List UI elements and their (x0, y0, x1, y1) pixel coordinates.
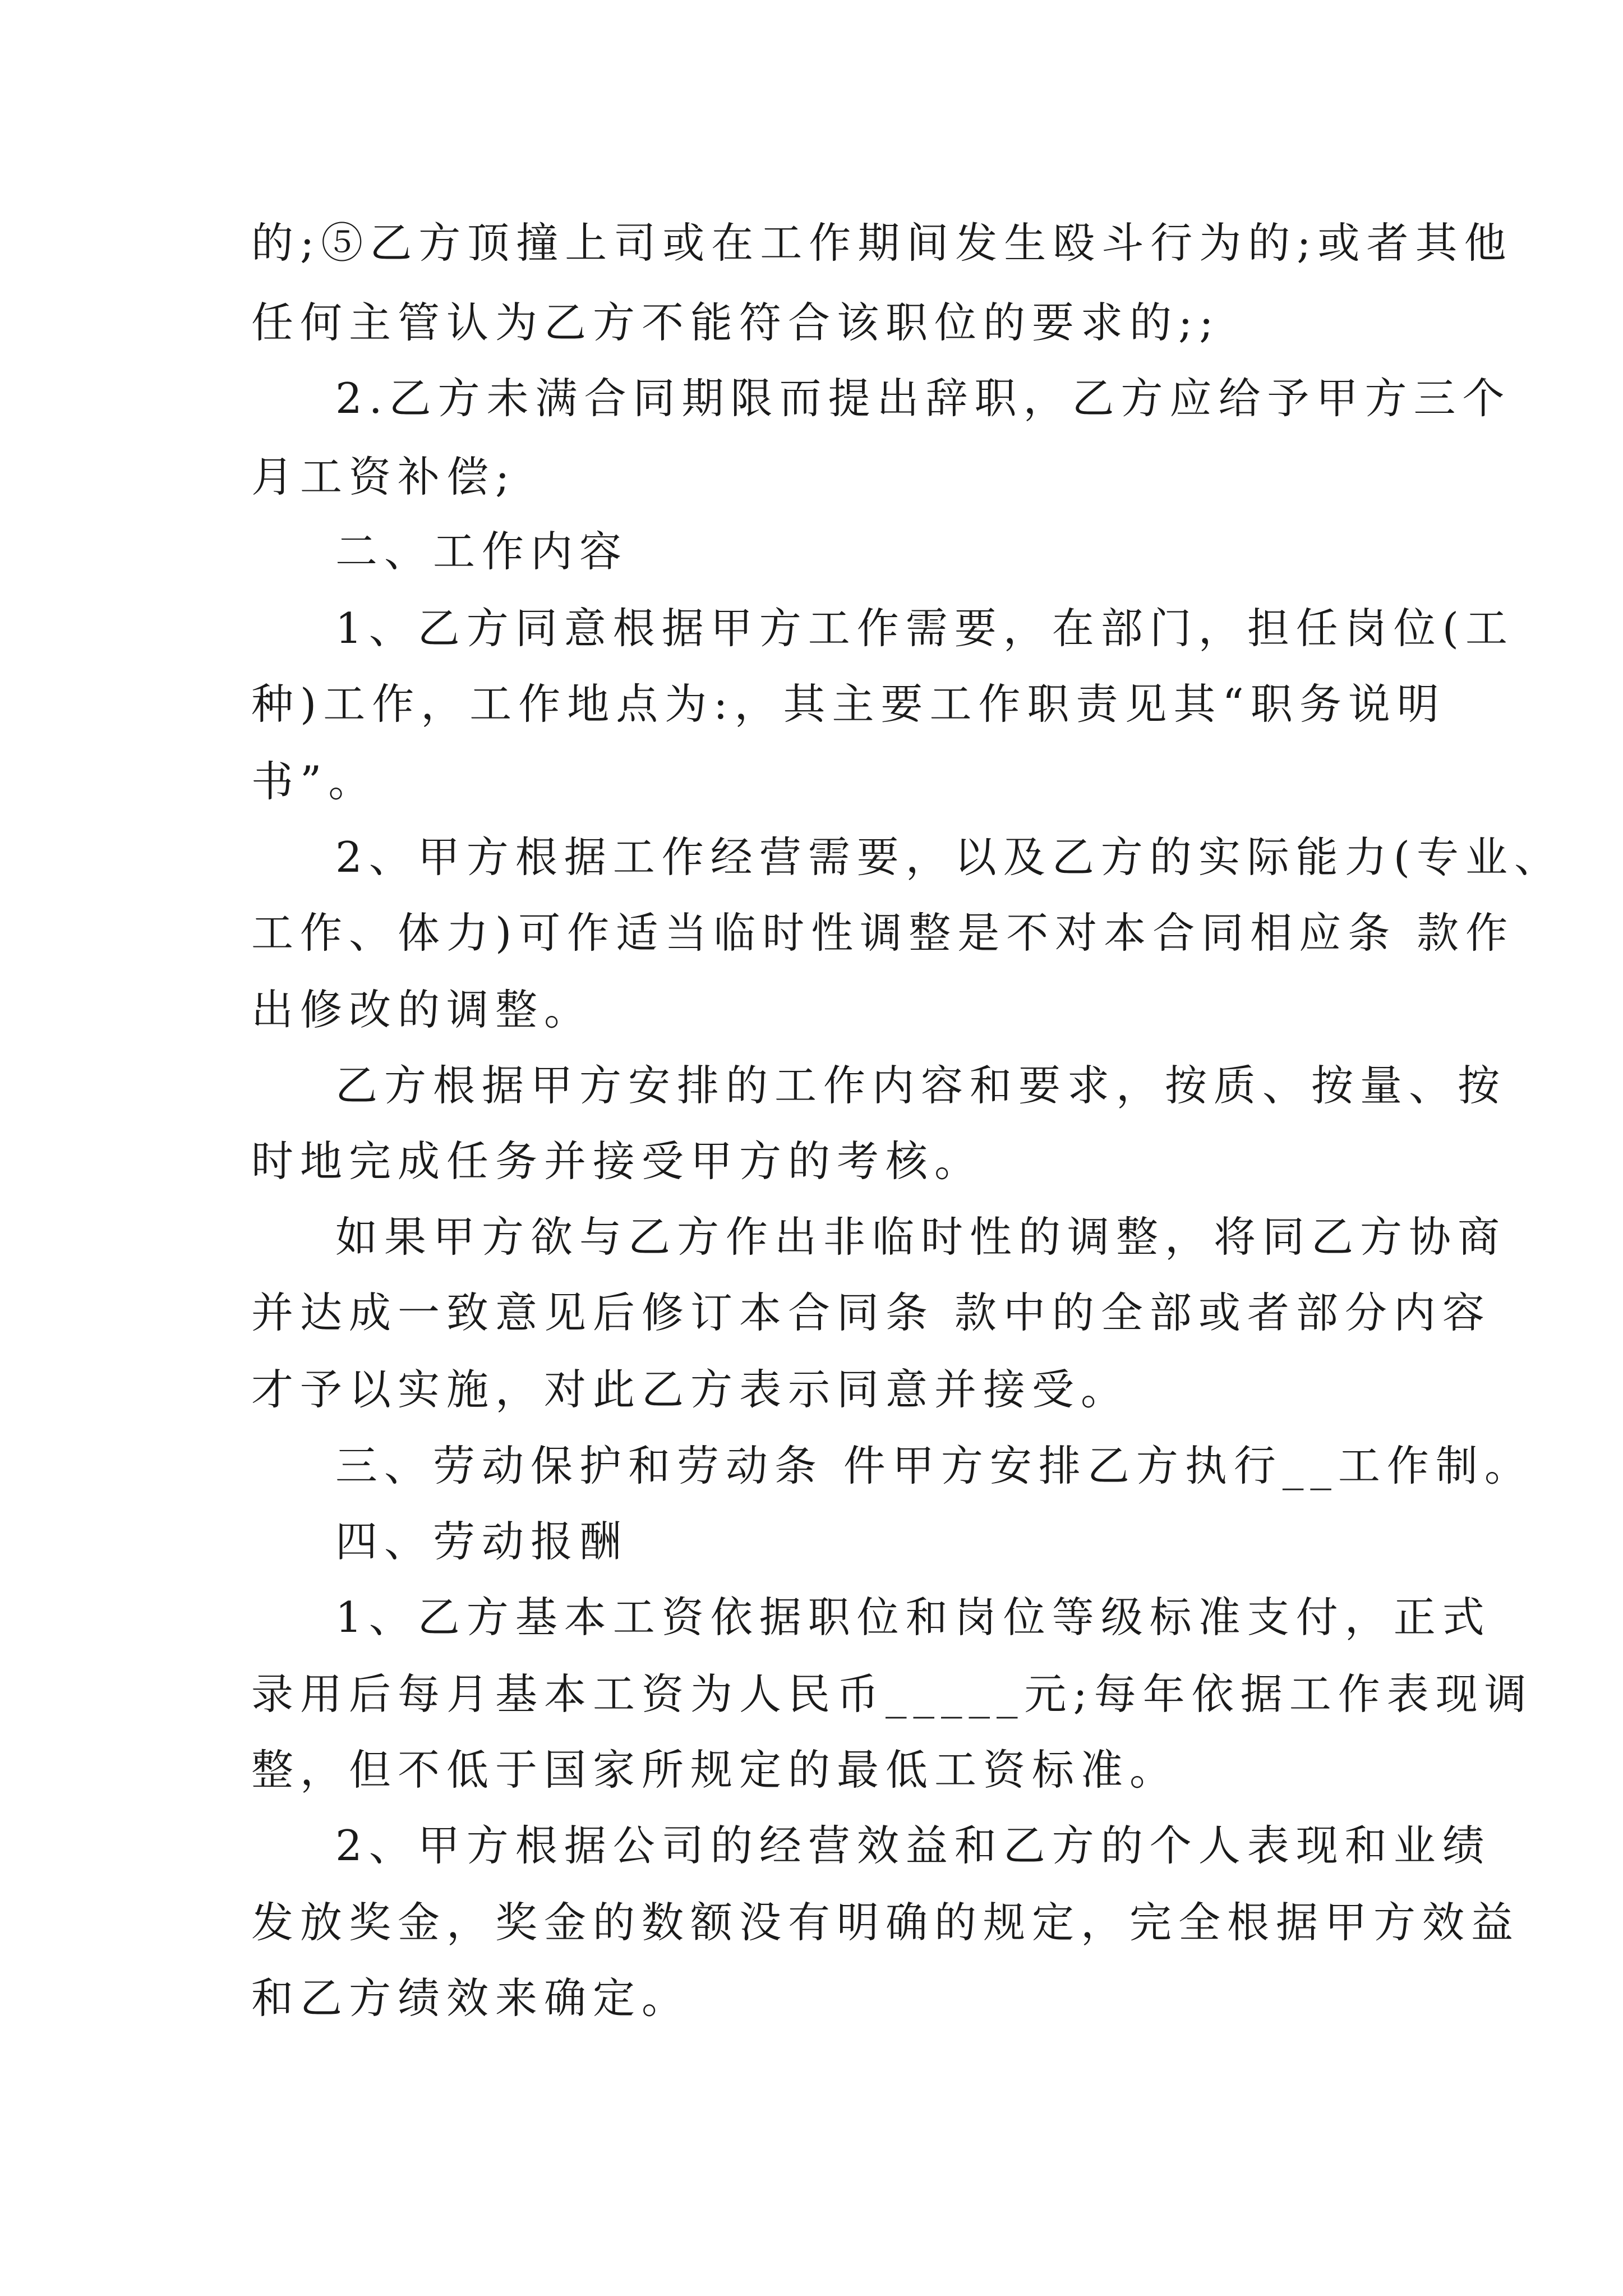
text-line-16: 才予以实施，对此乙方表示同意并接受。 (251, 1365, 1130, 1414)
text-line-20: 录用后每月基本工资为人民币_____元;每年依据工作表现调 (251, 1669, 1533, 1719)
text-line-12: 乙方根据甲方安排的工作内容和要求，按质、按量、按 (335, 1061, 1507, 1110)
text-line-10: 工作、体力)可作适当临时性调整是不对本合同相应条 款作 (251, 908, 1515, 958)
text-line-11: 出修改的调整。 (251, 985, 593, 1034)
text-line-14: 如果甲方欲与乙方作出非临时性的调整，将同乙方协商 (335, 1212, 1507, 1262)
text-line-7: 种)工作，工作地点为:，其主要工作职责见其“职务说明 (251, 679, 1446, 729)
text-line-24: 和乙方绩效来确定。 (251, 1973, 691, 2023)
text-line-2: 任何主管认为乙方不能符合该职位的要求的;; (251, 298, 1220, 347)
text-line-6: 1、乙方同意根据甲方工作需要，在部门，担任岗位(工 (335, 604, 1514, 653)
text-line-4: 月工资补偿; (251, 452, 517, 501)
text-line-19: 1、乙方基本工资依据职位和岗位等级标准支付，正式 (335, 1593, 1491, 1642)
text-line-8: 书”。 (251, 757, 377, 806)
text-line-3: 2.乙方未满合同期限而提出辞职，乙方应给予甲方三个 (335, 374, 1511, 423)
section-heading-labor-protection: 三、劳动保护和劳动条 件甲方安排乙方执行__工作制。 (335, 1441, 1533, 1490)
text-line-9: 2、甲方根据工作经营需要，以及乙方的实际能力(专业、 (335, 832, 1563, 882)
section-heading-work-content: 二、工作内容 (335, 527, 629, 576)
text-line-13: 时地完成任务并接受甲方的考核。 (251, 1137, 984, 1186)
section-heading-remuneration: 四、劳动报酬 (335, 1517, 629, 1566)
text-line-21: 整，但不低于国家所规定的最低工资标准。 (251, 1745, 1179, 1795)
text-line-1: 的;⑤乙方顶撞上司或在工作期间发生殴斗行为的;或者其他 (251, 218, 1513, 268)
text-line-23: 发放奖金，奖金的数额没有明确的规定，完全根据甲方效益 (251, 1898, 1520, 1947)
text-line-15: 并达成一致意见后修订本合同条 款中的全部或者部分内容 (251, 1288, 1491, 1337)
text-line-22: 2、甲方根据公司的经营效益和乙方的个人表现和业绩 (335, 1821, 1491, 1870)
